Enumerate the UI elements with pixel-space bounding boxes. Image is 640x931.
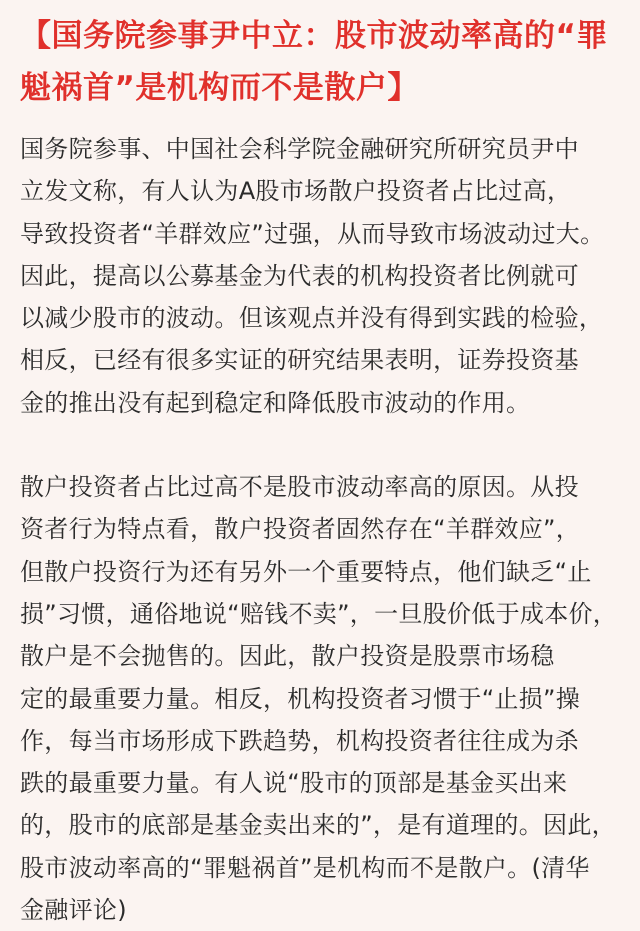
paragraph-line: 股市波动率高的“罪魁祸首”是机构而不是散户。(清华 bbox=[20, 853, 590, 882]
paragraph-line: 相反，已经有很多实证的研究结果表明，证券投资基 bbox=[20, 346, 579, 375]
paragraph-line: 散户投资者占比过高不是股市波动率高的原因。从投 bbox=[20, 473, 579, 502]
paragraph-line: 资者行为特点看，散户投资者固然存在“羊群效应”， bbox=[20, 515, 581, 544]
paragraph-line: 散户是不会抛售的。因此，散户投资是股票市场稳 bbox=[20, 642, 555, 671]
paragraph-line: 因此，提高以公募基金为代表的机构投资者比例就可 bbox=[20, 261, 579, 290]
paragraph-line: 金融评论) bbox=[20, 896, 127, 925]
paragraph-line: 定的最重要力量。相反，机构投资者习惯于“止损”操 bbox=[20, 684, 581, 713]
paragraph-line: 的，股市的底部是基金卖出来的”，是有道理的。因此， bbox=[20, 811, 616, 840]
paragraph-line: 金的推出没有起到稳定和降低股市波动的作用。 bbox=[20, 388, 531, 417]
paragraph-line: 跌的最重要力量。有人说“股市的顶部是基金买出来 bbox=[20, 769, 568, 798]
paragraph-line: 损”习惯，通俗地说“赔钱不卖”，一旦股价低于成本价， bbox=[20, 599, 618, 628]
paragraph-line: 以减少股市的波动。但该观点并没有得到实践的检验， bbox=[20, 304, 604, 333]
title-line: 【国务院参事尹中立：股市波动率高的“罪 bbox=[20, 18, 608, 54]
paragraph-line: 导致投资者“羊群效应”过强，从而导致市场波动过大。 bbox=[20, 219, 605, 248]
article-paragraph-1 bbox=[20, 128, 624, 424]
paragraph-line: 但散户投资行为还有另外一个重要特点，他们缺乏“止 bbox=[20, 557, 592, 586]
paragraph-line: 作，每当市场形成下跌趋势，机构投资者往往成为杀 bbox=[20, 726, 579, 755]
paragraph-line: 立发文称，有人认为A股市场散户投资者占比过高， bbox=[20, 177, 572, 206]
title-line: 魁祸首”是机构而不是散户】 bbox=[20, 70, 419, 106]
article-paragraph-2 bbox=[20, 466, 624, 931]
article-title bbox=[20, 10, 624, 114]
paragraph-line: 国务院参事、中国社会科学院金融研究所研究员尹中 bbox=[20, 135, 579, 163]
